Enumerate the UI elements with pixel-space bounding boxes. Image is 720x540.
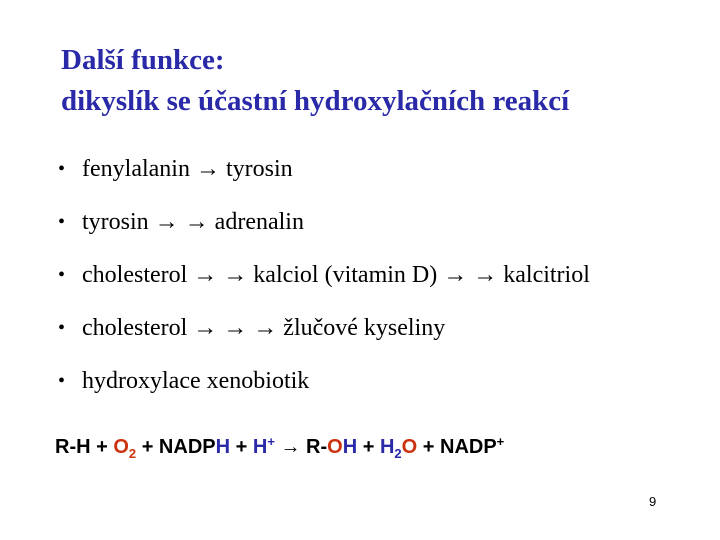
- oxygen-symbol: O: [113, 436, 129, 458]
- oxygen-symbol: O: [327, 436, 343, 458]
- title-line-1: Další funkce:: [61, 44, 225, 76]
- eq-part: R-H +: [55, 436, 114, 458]
- eq-part: +: [230, 436, 253, 458]
- list-item: [58, 302, 590, 355]
- slide-title: [61, 40, 569, 122]
- bullet-text: tyrosin → → adrenalin: [82, 209, 304, 235]
- bullet-text: hydroxylace xenobiotik: [82, 368, 310, 394]
- arrow-symbol: →: [274, 436, 307, 458]
- hydrogen-subscript: 2: [394, 446, 402, 461]
- list-item: [58, 196, 590, 249]
- eq-part: + NADP: [417, 436, 497, 458]
- hydrogen-symbol: H: [342, 436, 358, 458]
- bullet-list: [58, 143, 590, 408]
- oxygen-subscript: 2: [128, 446, 137, 461]
- bullet-icon: •: [58, 317, 66, 339]
- title-line-2: dikyslík se účastní hydroxylačních reakcí: [61, 85, 570, 117]
- hydrogen-symbol: H: [215, 436, 231, 458]
- bullet-icon: •: [58, 211, 66, 233]
- bullet-text: cholesterol → → → žlučové kyseliny: [82, 315, 446, 341]
- charge-superscript: +: [267, 434, 275, 449]
- list-item: [58, 355, 590, 408]
- eq-part: + NADP: [136, 436, 216, 458]
- page-number: 9: [649, 494, 657, 509]
- hydrogen-ion-symbol: H: [252, 436, 268, 458]
- oxygen-symbol: O: [401, 436, 418, 458]
- bullet-text: fenylalanin → tyrosin: [82, 156, 293, 182]
- eq-part: R-: [306, 436, 328, 458]
- list-item: [58, 143, 590, 196]
- bullet-icon: •: [58, 264, 66, 286]
- list-item: [58, 249, 590, 302]
- charge-superscript: +: [496, 434, 505, 449]
- bullet-icon: •: [58, 158, 66, 180]
- bullet-text: cholesterol → → kalciol (vitamin D) → → kalcitriol: [82, 262, 590, 288]
- hydrogen-symbol: H: [379, 436, 395, 458]
- reaction-equation: [55, 434, 504, 461]
- eq-part: +: [357, 436, 380, 458]
- bullet-icon: •: [58, 370, 66, 392]
